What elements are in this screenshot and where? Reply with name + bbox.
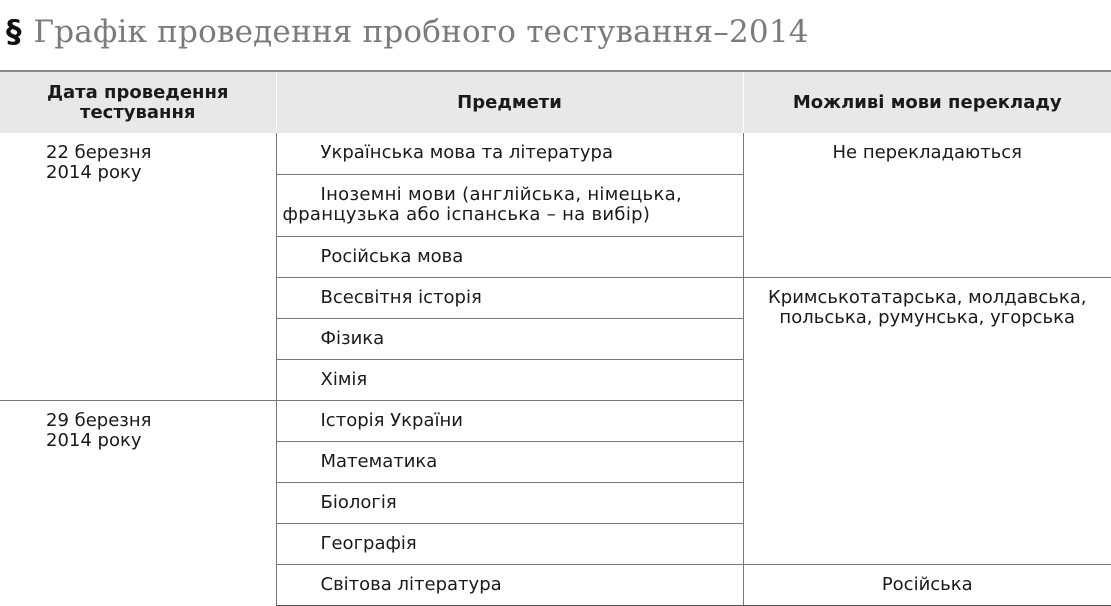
languages-cell: Російська bbox=[743, 564, 1111, 605]
page-title-text: Графік проведення пробного тестування–2014 bbox=[33, 13, 809, 50]
subject-cell: Українська мова та література bbox=[276, 133, 743, 174]
header-subjects: Предмети bbox=[276, 71, 743, 133]
languages-cell: Кримськотатарська, молдавська, польська, румунська, угорська bbox=[743, 277, 1111, 564]
table-header-row bbox=[0, 71, 1111, 133]
languages-cell: Не перекладаються bbox=[832, 142, 1023, 163]
test-date-day: 22 березня bbox=[46, 142, 152, 163]
subject-cell: Світова література bbox=[276, 564, 743, 605]
test-date-cell bbox=[0, 400, 276, 605]
subject-cell: Російська мова bbox=[276, 236, 743, 277]
subject-cell: Хімія bbox=[276, 359, 743, 400]
subject-cell: Історія України bbox=[276, 400, 743, 441]
subject-cell: Біологія bbox=[276, 482, 743, 523]
section-sign-icon: § bbox=[6, 13, 22, 50]
subject-cell: Всесвітня історія bbox=[276, 277, 743, 318]
subject-cell: Математика bbox=[276, 441, 743, 482]
test-date-year: 2014 року bbox=[46, 429, 142, 451]
test-date-cell bbox=[0, 133, 276, 400]
table-row bbox=[0, 133, 1111, 174]
schedule-table bbox=[0, 70, 1111, 606]
header-languages: Можливі мови перекладу bbox=[743, 71, 1111, 133]
page-title bbox=[6, 8, 809, 56]
subject-cell: Іноземні мови (англійська, німецька, французька або іспанська – на вибір) bbox=[276, 174, 743, 236]
subject-cell: Географія bbox=[276, 523, 743, 564]
test-date-day: 29 березня bbox=[46, 409, 152, 431]
header-date: Дата проведення тестування bbox=[0, 71, 276, 133]
subject-cell: Фізика bbox=[276, 318, 743, 359]
test-date-year: 2014 року bbox=[46, 162, 142, 183]
